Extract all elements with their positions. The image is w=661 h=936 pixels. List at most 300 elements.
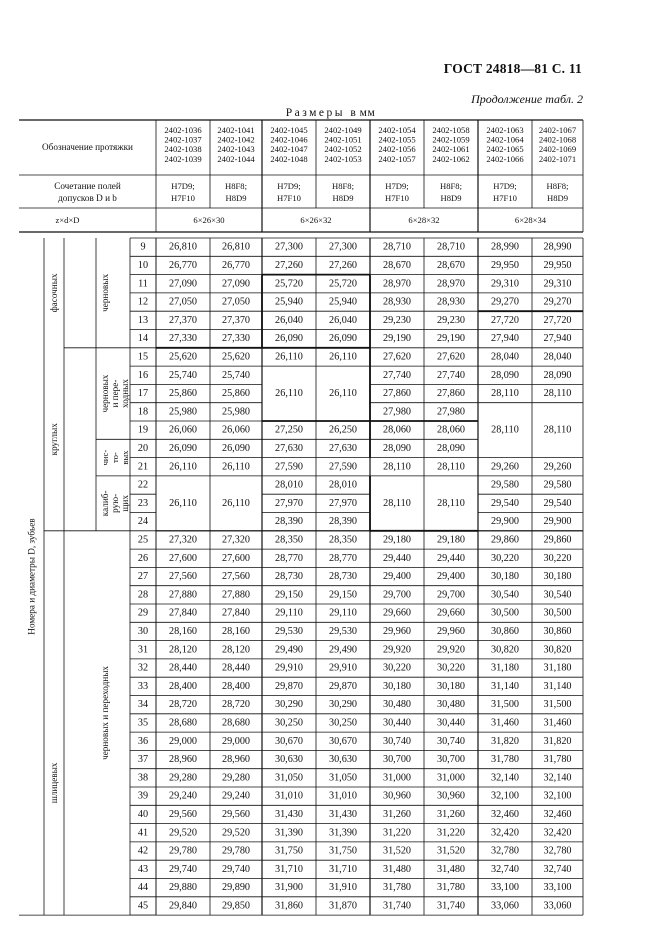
value-cell: 29,180 xyxy=(382,534,412,546)
value-cell: 27,330 xyxy=(221,333,251,345)
value-cell: 29,870 xyxy=(274,680,304,692)
value-cell: 30,250 xyxy=(274,717,304,729)
row-number: 24 xyxy=(137,516,149,528)
value-cell: 26,110 xyxy=(275,351,303,363)
value-cell: 26,040 xyxy=(274,314,304,326)
value-cell: 26,810 xyxy=(221,241,251,253)
merged-value-cell: 28,110 xyxy=(543,424,572,436)
value-cell: 28,350 xyxy=(328,534,358,546)
value-cell: 29,850 xyxy=(221,900,251,912)
group-label-chern-perehod: и пере- xyxy=(110,379,120,408)
value-cell: 33,100 xyxy=(490,882,520,894)
value-cell: 28,710 xyxy=(382,241,412,253)
value-cell: 31,820 xyxy=(543,735,572,747)
value-cell: 26,090 xyxy=(221,442,251,454)
value-cell: 25,980 xyxy=(168,406,198,418)
value-cell: 32,100 xyxy=(543,790,572,802)
value-cell: 30,700 xyxy=(382,754,412,766)
value-cell: 31,500 xyxy=(490,699,520,711)
value-cell: 25,860 xyxy=(221,388,251,400)
designation-code: 2402-1041 xyxy=(217,125,255,135)
value-cell: 28,060 xyxy=(382,424,412,436)
value-cell: 32,460 xyxy=(543,808,572,820)
value-cell: 31,780 xyxy=(436,882,466,894)
value-cell: 25,720 xyxy=(328,278,358,290)
value-cell: 29,400 xyxy=(436,571,466,583)
value-cell: 29,900 xyxy=(490,516,520,528)
value-cell: 31,740 xyxy=(436,900,466,912)
row-number: 28 xyxy=(137,589,149,601)
value-cell: 25,940 xyxy=(274,296,304,308)
value-cell: 29,440 xyxy=(436,552,466,564)
value-cell: 28,090 xyxy=(382,442,412,454)
tolerance-field: H8D9 xyxy=(440,193,462,203)
value-cell: 30,250 xyxy=(328,717,358,729)
row-number: 32 xyxy=(137,662,149,674)
value-cell: 29,740 xyxy=(168,863,198,875)
value-cell: 31,390 xyxy=(328,827,358,839)
value-cell: 27,720 xyxy=(543,314,572,326)
value-cell: 29,240 xyxy=(221,790,251,802)
value-cell: 29,260 xyxy=(543,461,572,473)
designation-code: 2402-1037 xyxy=(164,134,202,145)
value-cell: 31,480 xyxy=(382,863,412,875)
designation-code: 2402-1066 xyxy=(486,153,524,164)
row-number: 36 xyxy=(137,735,149,747)
value-cell: 30,220 xyxy=(490,552,520,564)
value-cell: 28,970 xyxy=(436,278,466,290)
value-cell: 29,280 xyxy=(221,772,251,784)
row-number: 26 xyxy=(137,552,149,564)
group-label-chern-i-perehodnyh: черновых и переходных xyxy=(100,665,110,760)
value-cell: 27,370 xyxy=(221,314,251,326)
value-cell: 28,770 xyxy=(328,552,358,564)
designation-code: 2402-1055 xyxy=(378,134,416,145)
value-cell: 29,000 xyxy=(168,735,198,747)
value-cell: 28,670 xyxy=(382,259,412,271)
value-cell: 27,630 xyxy=(274,442,304,454)
value-cell: 27,600 xyxy=(168,552,198,564)
tolerance-field: H8D9 xyxy=(332,193,354,203)
value-cell: 29,660 xyxy=(436,607,466,619)
value-cell: 27,560 xyxy=(221,571,251,583)
value-cell: 29,490 xyxy=(274,644,304,656)
value-cell: 32,780 xyxy=(543,845,572,857)
value-cell: 28,010 xyxy=(328,479,358,491)
value-cell: 28,110 xyxy=(437,461,465,473)
value-cell: 28,110 xyxy=(491,388,519,400)
designation-code: 2402-1038 xyxy=(164,144,202,155)
value-cell: 29,520 xyxy=(221,827,251,839)
value-cell: 31,870 xyxy=(328,900,358,912)
value-cell: 30,960 xyxy=(382,790,412,802)
value-cell: 29,920 xyxy=(382,644,412,656)
value-cell: 29,280 xyxy=(168,772,198,784)
merged-value-cell: 26,110 xyxy=(275,388,303,400)
value-cell: 31,000 xyxy=(382,772,412,784)
designation-code: 2402-1063 xyxy=(486,125,524,135)
row-number: 33 xyxy=(137,680,149,692)
value-cell: 28,730 xyxy=(328,571,358,583)
value-cell: 31,710 xyxy=(328,863,358,875)
row-number: 31 xyxy=(137,644,149,656)
value-cell: 29,530 xyxy=(328,625,358,637)
value-cell: 28,680 xyxy=(221,717,251,729)
value-cell: 31,010 xyxy=(328,790,358,802)
value-cell: 29,260 xyxy=(490,461,520,473)
designation-code: 2402-1064 xyxy=(486,134,524,145)
value-cell: 30,220 xyxy=(382,662,412,674)
value-cell: 31,900 xyxy=(274,882,304,894)
value-cell: 27,050 xyxy=(221,296,251,308)
value-cell: 29,230 xyxy=(382,314,412,326)
value-cell: 28,110 xyxy=(383,461,411,473)
row-number: 11 xyxy=(138,278,148,290)
designation-code: 2402-1059 xyxy=(432,134,470,145)
designation-code: 2402-1054 xyxy=(378,125,416,135)
value-cell: 27,980 xyxy=(436,406,466,418)
document-title: ГОСТ 24818—81 С. 11 xyxy=(443,61,582,76)
value-cell: 30,540 xyxy=(543,589,572,601)
value-cell: 32,740 xyxy=(543,863,572,875)
tolerance-label: допусков D и b xyxy=(58,193,117,203)
row-number: 40 xyxy=(137,808,149,820)
value-cell: 27,090 xyxy=(221,278,251,290)
designation-code: 2402-1048 xyxy=(270,153,308,164)
value-cell: 31,140 xyxy=(490,680,520,692)
value-cell: 29,540 xyxy=(490,497,520,509)
value-cell: 29,180 xyxy=(436,534,466,546)
value-cell: 27,050 xyxy=(168,296,198,308)
group-label-kalib: щих xyxy=(120,495,130,512)
value-cell: 30,220 xyxy=(543,552,572,564)
sizes-unit: в мм xyxy=(350,107,376,119)
value-cell: 29,560 xyxy=(221,808,251,820)
value-cell: 31,520 xyxy=(436,845,466,857)
merged-value-cell: 26,110 xyxy=(169,497,197,509)
tolerance-field: H7F10 xyxy=(385,193,409,203)
value-cell: 28,160 xyxy=(221,625,251,637)
value-cell: 30,500 xyxy=(490,607,520,619)
value-cell: 28,160 xyxy=(168,625,198,637)
row-number: 44 xyxy=(137,882,149,894)
row-number: 14 xyxy=(137,333,149,345)
merged-value-cell: 28,110 xyxy=(383,497,411,509)
value-cell: 29,900 xyxy=(543,516,572,528)
row-number: 30 xyxy=(137,625,149,637)
row-number: 37 xyxy=(137,754,149,766)
value-cell: 28,390 xyxy=(328,516,358,528)
value-cell: 25,620 xyxy=(168,351,198,363)
value-cell: 33,100 xyxy=(543,882,572,894)
value-cell: 28,400 xyxy=(221,680,251,692)
value-cell: 27,840 xyxy=(168,607,198,619)
value-cell: 31,180 xyxy=(543,662,572,674)
value-cell: 29,860 xyxy=(543,534,572,546)
designation-code: 2402-1043 xyxy=(217,144,255,155)
value-cell: 30,860 xyxy=(490,625,520,637)
designation-code: 2402-1046 xyxy=(270,134,308,145)
value-cell: 30,440 xyxy=(436,717,466,729)
merged-value-cell: 26,110 xyxy=(222,497,250,509)
value-cell: 29,150 xyxy=(274,589,304,601)
zdD-value: 6×28×34 xyxy=(514,215,547,225)
row-number: 21 xyxy=(137,461,149,473)
value-cell: 31,780 xyxy=(543,754,572,766)
value-cell: 28,730 xyxy=(274,571,304,583)
value-cell: 31,430 xyxy=(328,808,358,820)
value-cell: 28,930 xyxy=(436,296,466,308)
designation-code: 2402-1058 xyxy=(432,125,470,135)
value-cell: 28,350 xyxy=(274,534,304,546)
row-number: 38 xyxy=(137,772,149,784)
row-number: 43 xyxy=(137,863,149,875)
value-cell: 31,710 xyxy=(274,863,304,875)
value-cell: 29,310 xyxy=(490,278,520,290)
value-cell: 27,740 xyxy=(382,369,412,381)
value-cell: 30,500 xyxy=(543,607,572,619)
row-number: 13 xyxy=(137,314,149,326)
value-cell: 29,910 xyxy=(274,662,304,674)
group-label-chisto: чис- xyxy=(100,449,110,466)
value-cell: 29,780 xyxy=(168,845,198,857)
designation-code: 2402-1067 xyxy=(538,125,577,135)
value-cell: 29,910 xyxy=(328,662,358,674)
designation-code: 2402-1042 xyxy=(217,134,255,145)
value-cell: 27,970 xyxy=(274,497,304,509)
zdD-value: 6×26×32 xyxy=(300,215,332,225)
value-cell: 25,860 xyxy=(168,388,198,400)
tolerance-field: H8F8; xyxy=(225,181,247,191)
value-cell: 31,780 xyxy=(490,754,520,766)
row-number: 17 xyxy=(137,388,149,400)
value-cell: 31,460 xyxy=(490,717,520,729)
value-cell: 30,480 xyxy=(382,699,412,711)
designation-code: 2402-1045 xyxy=(270,125,308,135)
value-cell: 26,110 xyxy=(169,461,197,473)
value-cell: 30,860 xyxy=(543,625,572,637)
value-cell: 27,600 xyxy=(221,552,251,564)
value-cell: 27,250 xyxy=(274,424,304,436)
value-cell: 28,040 xyxy=(543,351,572,363)
value-cell: 32,140 xyxy=(543,772,572,784)
value-cell: 26,810 xyxy=(168,241,198,253)
value-cell: 27,630 xyxy=(328,442,358,454)
value-cell: 31,220 xyxy=(382,827,412,839)
value-cell: 29,580 xyxy=(543,479,572,491)
value-cell: 29,840 xyxy=(168,900,198,912)
value-cell: 26,060 xyxy=(168,424,198,436)
zdD-value: 6×28×32 xyxy=(408,215,440,225)
group-label-shlicevyh: шлицевых xyxy=(49,762,59,804)
value-cell: 27,740 xyxy=(436,369,466,381)
value-cell: 26,040 xyxy=(328,314,358,326)
value-cell: 28,110 xyxy=(543,388,572,400)
value-cell: 26,770 xyxy=(221,259,251,271)
value-cell: 27,720 xyxy=(490,314,520,326)
tolerance-field: H7F10 xyxy=(171,193,195,203)
row-number: 15 xyxy=(137,351,149,363)
tolerance-field: H8F8; xyxy=(332,181,354,191)
value-cell: 28,400 xyxy=(168,680,198,692)
designation-code: 2402-1068 xyxy=(538,134,577,145)
value-cell: 29,890 xyxy=(221,882,251,894)
value-cell: 29,270 xyxy=(543,296,572,308)
value-cell: 29,230 xyxy=(436,314,466,326)
value-cell: 28,720 xyxy=(221,699,251,711)
designation-code: 2402-1057 xyxy=(378,153,416,164)
value-cell: 29,960 xyxy=(382,625,412,637)
designation-code: 2402-1047 xyxy=(270,144,308,155)
value-cell: 29,960 xyxy=(436,625,466,637)
row-number: 34 xyxy=(137,699,149,711)
value-cell: 27,330 xyxy=(168,333,198,345)
value-cell: 30,700 xyxy=(436,754,466,766)
value-cell: 26,770 xyxy=(168,259,198,271)
value-cell: 29,700 xyxy=(436,589,466,601)
value-cell: 30,180 xyxy=(490,571,520,583)
value-cell: 29,870 xyxy=(328,680,358,692)
value-cell: 29,580 xyxy=(490,479,520,491)
value-cell: 25,620 xyxy=(221,351,251,363)
value-cell: 28,390 xyxy=(274,516,304,528)
value-cell: 26,250 xyxy=(328,424,358,436)
side-label: Номера и диаметры D, зубьев xyxy=(26,518,37,635)
value-cell: 31,480 xyxy=(436,863,466,875)
value-cell: 32,140 xyxy=(490,772,520,784)
value-cell: 28,010 xyxy=(274,479,304,491)
value-cell: 27,880 xyxy=(221,589,251,601)
group-label-chisto: вых xyxy=(120,450,130,465)
value-cell: 30,180 xyxy=(436,680,466,692)
value-cell: 31,220 xyxy=(436,827,466,839)
tolerance-field: H7D9; xyxy=(493,181,517,191)
group-label-fasonnyh: фасочных xyxy=(49,273,59,313)
value-cell: 29,920 xyxy=(436,644,466,656)
value-cell: 31,010 xyxy=(274,790,304,802)
value-cell: 26,110 xyxy=(329,351,357,363)
value-cell: 31,520 xyxy=(382,845,412,857)
value-cell: 31,260 xyxy=(436,808,466,820)
value-cell: 30,440 xyxy=(382,717,412,729)
value-cell: 28,960 xyxy=(221,754,251,766)
value-cell: 27,590 xyxy=(274,461,304,473)
value-cell: 31,180 xyxy=(490,662,520,674)
value-cell: 27,840 xyxy=(221,607,251,619)
value-cell: 25,980 xyxy=(221,406,251,418)
value-cell: 27,940 xyxy=(490,333,520,345)
value-cell: 29,240 xyxy=(168,790,198,802)
value-cell: 28,090 xyxy=(543,369,572,381)
value-cell: 28,720 xyxy=(168,699,198,711)
value-cell: 32,740 xyxy=(490,863,520,875)
value-cell: 31,050 xyxy=(274,772,304,784)
value-cell: 27,980 xyxy=(382,406,412,418)
row-number: 35 xyxy=(137,717,149,729)
value-cell: 28,970 xyxy=(382,278,412,290)
value-cell: 32,100 xyxy=(490,790,520,802)
designation-code: 2402-1052 xyxy=(324,144,362,155)
value-cell: 32,420 xyxy=(490,827,520,839)
value-cell: 30,960 xyxy=(436,790,466,802)
value-cell: 27,620 xyxy=(382,351,412,363)
designation-code: 2402-1062 xyxy=(432,153,470,164)
value-cell: 27,300 xyxy=(274,241,304,253)
value-cell: 29,700 xyxy=(382,589,412,601)
row-number: 19 xyxy=(137,424,149,436)
row-number: 22 xyxy=(137,479,149,491)
value-cell: 29,110 xyxy=(329,607,357,619)
row-number: 23 xyxy=(137,497,149,509)
group-label-kalib: калиб- xyxy=(100,490,110,517)
value-cell: 27,260 xyxy=(328,259,358,271)
value-cell: 27,590 xyxy=(328,461,358,473)
row-number: 29 xyxy=(137,607,149,619)
value-cell: 28,710 xyxy=(436,241,466,253)
tolerance-label: Сочетание полей xyxy=(54,181,121,191)
value-cell: 28,440 xyxy=(221,662,251,674)
value-cell: 28,060 xyxy=(436,424,466,436)
value-cell: 29,880 xyxy=(168,882,198,894)
value-cell: 30,670 xyxy=(328,735,358,747)
sizes-caption-word: Размеры xyxy=(285,107,345,119)
value-cell: 29,490 xyxy=(328,644,358,656)
value-cell: 30,290 xyxy=(274,699,304,711)
designation-code: 2402-1051 xyxy=(324,134,362,145)
group-label-kalib: рую- xyxy=(110,493,120,513)
designation-code: 2402-1053 xyxy=(324,153,362,164)
group-label-kruglyh: круглых xyxy=(49,423,59,456)
value-cell: 31,140 xyxy=(543,680,572,692)
value-cell: 30,820 xyxy=(490,644,520,656)
continuation-note: Продолжение табл. 2 xyxy=(471,92,583,106)
value-cell: 31,740 xyxy=(382,900,412,912)
value-cell: 25,720 xyxy=(274,278,304,290)
designation-code: 2402-1044 xyxy=(217,153,255,164)
tolerance-field: H8D9 xyxy=(546,193,569,203)
value-cell: 30,740 xyxy=(436,735,466,747)
value-cell: 29,540 xyxy=(543,497,572,509)
value-cell: 30,740 xyxy=(382,735,412,747)
value-cell: 31,820 xyxy=(490,735,520,747)
row-number: 25 xyxy=(137,534,149,546)
value-cell: 27,090 xyxy=(168,278,198,290)
tolerance-field: H7D9; xyxy=(171,181,195,191)
zdD-value: 6×26×30 xyxy=(193,215,225,225)
merged-value-cell: 28,110 xyxy=(437,497,465,509)
merged-value-cell: 28,110 xyxy=(491,424,519,436)
value-cell: 32,460 xyxy=(490,808,520,820)
value-cell: 31,750 xyxy=(274,845,304,857)
value-cell: 25,740 xyxy=(221,369,251,381)
value-cell: 30,220 xyxy=(436,662,466,674)
tolerance-field: H7F10 xyxy=(277,193,301,203)
value-cell: 27,860 xyxy=(436,388,466,400)
value-cell: 25,740 xyxy=(168,369,198,381)
value-cell: 28,990 xyxy=(543,241,572,253)
value-cell: 29,000 xyxy=(221,735,251,747)
designation-code: 2402-1061 xyxy=(432,144,470,155)
tolerance-field: H7D9; xyxy=(385,181,409,191)
value-cell: 29,190 xyxy=(436,333,466,345)
value-cell: 26,110 xyxy=(222,461,250,473)
value-cell: 30,630 xyxy=(274,754,304,766)
row-number: 27 xyxy=(137,571,149,583)
value-cell: 29,560 xyxy=(168,808,198,820)
value-cell: 33,060 xyxy=(543,900,572,912)
value-cell: 28,090 xyxy=(436,442,466,454)
value-cell: 27,970 xyxy=(328,497,358,509)
